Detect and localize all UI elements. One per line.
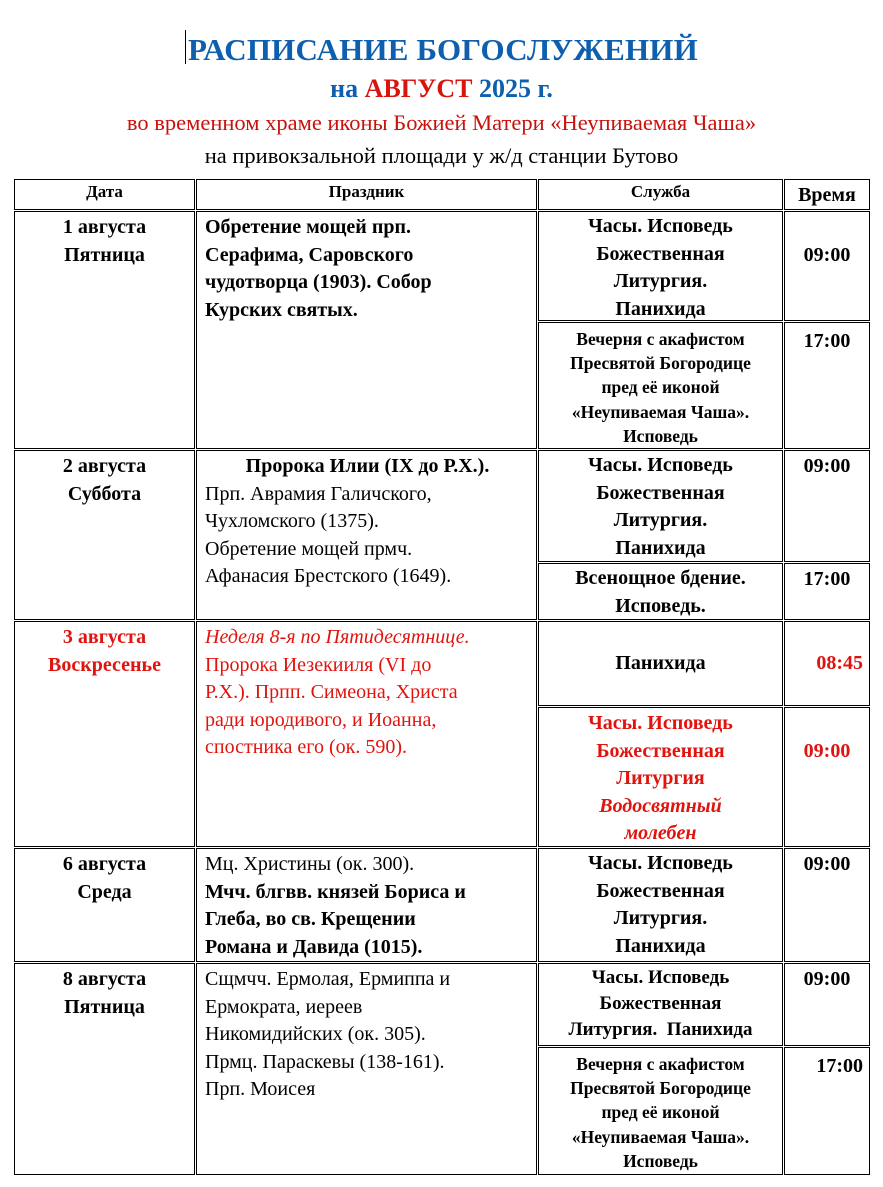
column-header-date: Дата — [14, 179, 195, 210]
row-1-feast-cell: Обретение мощей прп. Серафима, Саровского чудотворца (1903). Собор Курских святых. — [196, 211, 537, 449]
row-4-feast-cell: Мц. Христины (ок. 300). Мчч. блгвв. князей Бориса и Глеба, во св. Крещении Романа и Давида (1015). — [196, 848, 537, 962]
column-header-service: Служба — [538, 179, 783, 210]
year: 2025 г. — [472, 74, 553, 103]
weekday: Среда — [77, 880, 132, 903]
row-1-date-cell — [14, 211, 195, 449]
row-1-time-2: 17:00 — [784, 322, 870, 449]
row-1-service-1: Часы. Исповедь Божественная Литургия. Панихида — [538, 211, 783, 321]
row-3-time-2: 09:00 — [784, 707, 870, 847]
weekday: Воскресенье — [48, 653, 161, 676]
row-2-service-2: Всенощное бдение. Исповедь. — [538, 563, 783, 620]
date: 2 августа — [62, 455, 147, 477]
row-3-time-1: 08:45 — [784, 621, 870, 706]
date: 6 августа — [62, 853, 147, 875]
row-3-service-1: Панихида — [538, 621, 783, 706]
row-4-date-cell — [14, 848, 195, 962]
row-3-date-cell — [14, 621, 195, 847]
row-2-time-1: 09:00 — [784, 450, 870, 562]
date: 1 августа — [62, 216, 147, 238]
weekday: Суббота — [67, 482, 142, 505]
row-5-date-cell — [14, 963, 195, 1175]
row-3-service-2: Часы. Исповедь Божественная Литургия Водосвятный молебен — [538, 707, 783, 847]
month-line: на АВГУСТ 2025 г. — [330, 74, 553, 103]
row-2-feast-cell: Пророка Илии (IX до Р.Х.). Прп. Аврамия Галичского, Чухломского (1375). Обретение мощей прмч. Афанасия Брестского (1649). — [196, 450, 537, 620]
row-5-feast-cell: Сщмчч. Ермолая, Ермиппа и Ермократа, иереев Никомидийских (ок. 305). Прмц. Параскевы (138-161). Прп. Моисея — [196, 963, 537, 1175]
row-4-time-1: 09:00 — [784, 848, 870, 962]
row-1-time-1: 09:00 — [784, 211, 870, 321]
row-5-time-1: 09:00 — [784, 963, 870, 1046]
row-5-service-2: Вечерня с акафистом Пресвятой Богородице пред её иконой «Неупиваемая Чаша». Исповедь — [538, 1047, 783, 1175]
weekday: Пятница — [64, 243, 145, 266]
weekday: Пятница — [64, 995, 145, 1018]
row-1-service-2: Вечерня с акафистом Пресвятой Богородице пред её иконой «Неупиваемая Чаша». Исповедь — [538, 322, 783, 449]
row-2-date-cell — [14, 450, 195, 620]
column-header-time: Время — [784, 179, 870, 210]
church-location: на привокзальной площади у ж/д станции Бутово — [204, 143, 679, 168]
church-name: во временном храме иконы Божией Матери «Неупиваемая Чаша» — [126, 110, 757, 135]
column-header-feast: Праздник — [196, 179, 537, 210]
date: 8 августа — [62, 968, 147, 990]
text-cursor — [185, 30, 186, 64]
row-2-service-1: Часы. Исповедь Божественная Литургия. Панихида — [538, 450, 783, 562]
row-4-service-1: Часы. Исповедь Божественная Литургия. Панихида — [538, 848, 783, 962]
row-2-time-2: 17:00 — [784, 563, 870, 620]
page-title: РАСПИСАНИЕ БОГОСЛУЖЕНИЙ — [0, 30, 883, 68]
month-name: АВГУСТ — [364, 74, 473, 103]
row-5-service-1: Часы. Исповедь Божественная Литургия. Панихида — [538, 963, 783, 1046]
row-3-feast-cell: Неделя 8-я по Пятидесятнице. Пророка Иезекииля (VI до Р.Х.). Прпп. Симеона, Христа ради юродивого, и Иоанна, спостника его (ок. 590). — [196, 621, 537, 847]
row-5-time-2: 17:00 — [784, 1047, 870, 1175]
date: 3 августа — [62, 626, 147, 648]
